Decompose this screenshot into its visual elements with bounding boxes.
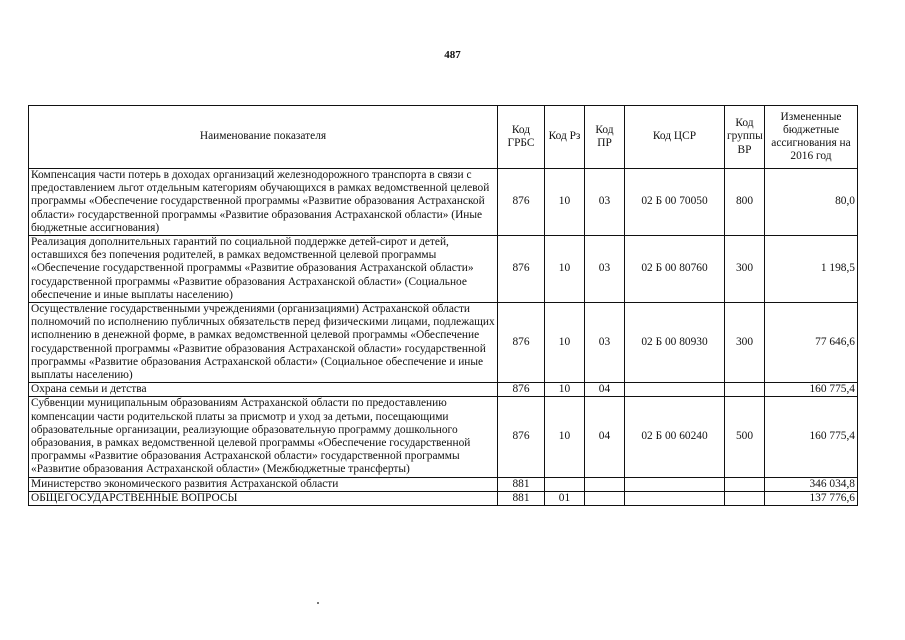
cell-amount: 80,0 [765,169,858,236]
cell-grbs: 876 [498,383,545,397]
cell-grbs: 876 [498,303,545,383]
header-rz: Код Рз [545,106,585,169]
cell-amount: 346 034,8 [765,477,858,491]
cell-amount: 160 775,4 [765,383,858,397]
cell-pr: 04 [585,397,625,477]
cell-name: Охрана семьи и детства [29,383,498,397]
cell-rz: 10 [545,383,585,397]
cell-amount: 1 198,5 [765,236,858,303]
cell-vr [725,491,765,505]
cell-rz: 10 [545,303,585,383]
table-row [29,397,858,477]
cell-rz: 10 [545,236,585,303]
cell-grbs: 881 [498,477,545,491]
cell-name: Компенсация части потерь в доходах организаций железнодорожного транспорта в связи с предоставлением льгот отдельным категориям обучающихся в рамках ведомственной целевой программы «Обеспечение государственной программы «Развитие образования Астраханской области» государственной программы «Развитие образования Астраханской области» (Иные бюджетные ассигнования) [29,169,498,236]
table-row [29,477,858,491]
page-number: 487 [444,49,461,61]
table-row [29,169,858,236]
cell-rz: 10 [545,397,585,477]
table-row [29,303,858,383]
table-row [29,491,858,505]
cell-pr: 04 [585,383,625,397]
cell-grbs: 876 [498,397,545,477]
cell-rz: 01 [545,491,585,505]
cell-csr [625,477,725,491]
cell-vr: 300 [725,303,765,383]
cell-name: Субвенции муниципальным образованиям Астраханской области по предоставлению компенсации части родительской платы за присмотр и уход за детьми, посещающими образовательные организации, реализующие образовательную программу дошкольного образования, в рамках ведомственной целевой программы «Обеспечение государственной программы «Развитие образования Астраханской области» государственной программы «Развитие образования Астраханской области» (Межбюджетные трансферты) [29,397,498,477]
cell-vr [725,477,765,491]
cell-name: ОБЩЕГОСУДАРСТВЕННЫЕ ВОПРОСЫ [29,491,498,505]
cell-grbs: 876 [498,236,545,303]
header-pr: Код ПР [585,106,625,169]
cell-amount: 160 775,4 [765,397,858,477]
cell-pr: 03 [585,303,625,383]
table-row [29,236,858,303]
cell-rz [545,477,585,491]
header-amount: Измененные бюджетные ассигнования на 2016 год [765,106,858,169]
cell-vr: 800 [725,169,765,236]
cell-csr [625,383,725,397]
budget-table [28,105,858,506]
cell-name: Министерство экономического развития Астраханской области [29,477,498,491]
cell-vr: 500 [725,397,765,477]
cell-grbs: 881 [498,491,545,505]
cell-csr: 02 Б 00 80930 [625,303,725,383]
cell-amount: 77 646,6 [765,303,858,383]
cell-csr [625,491,725,505]
scan-speck [317,602,319,604]
cell-name: Реализация дополнительных гарантий по социальной поддержке детей-сирот и детей, оставшихся без попечения родителей, в рамках ведомственной целевой программы «Обеспечение государственной программы «Развитие образования Астраханской области» государственной программы «Развитие образования Астраханской области» (Социальное обеспечение и иные выплаты населению) [29,236,498,303]
cell-pr: 03 [585,236,625,303]
header-row [29,106,858,169]
header-grbs: Код ГРБС [498,106,545,169]
header-csr: Код ЦСР [625,106,725,169]
cell-name: Осуществление государственными учреждениями (организациями) Астраханской области полномочий по исполнению публичных обязательств перед физическими лицами, подлежащих исполнению в денежной форме, в рамках ведомственной целевой программы «Обеспечение государственной программы «Развитие образования Астраханской области» государственной программы «Развитие образования Астраханской области» (Социальное обеспечение и иные выплаты населению) [29,303,498,383]
cell-csr: 02 Б 00 60240 [625,397,725,477]
cell-vr: 300 [725,236,765,303]
cell-pr [585,477,625,491]
cell-pr [585,491,625,505]
cell-vr [725,383,765,397]
cell-csr: 02 Б 00 80760 [625,236,725,303]
table-body [29,169,858,506]
cell-rz: 10 [545,169,585,236]
cell-csr: 02 Б 00 70050 [625,169,725,236]
cell-amount: 137 776,6 [765,491,858,505]
header-name: Наименование показателя [29,106,498,169]
cell-grbs: 876 [498,169,545,236]
header-vr: Код группы ВР [725,106,765,169]
table-row [29,383,858,397]
cell-pr: 03 [585,169,625,236]
